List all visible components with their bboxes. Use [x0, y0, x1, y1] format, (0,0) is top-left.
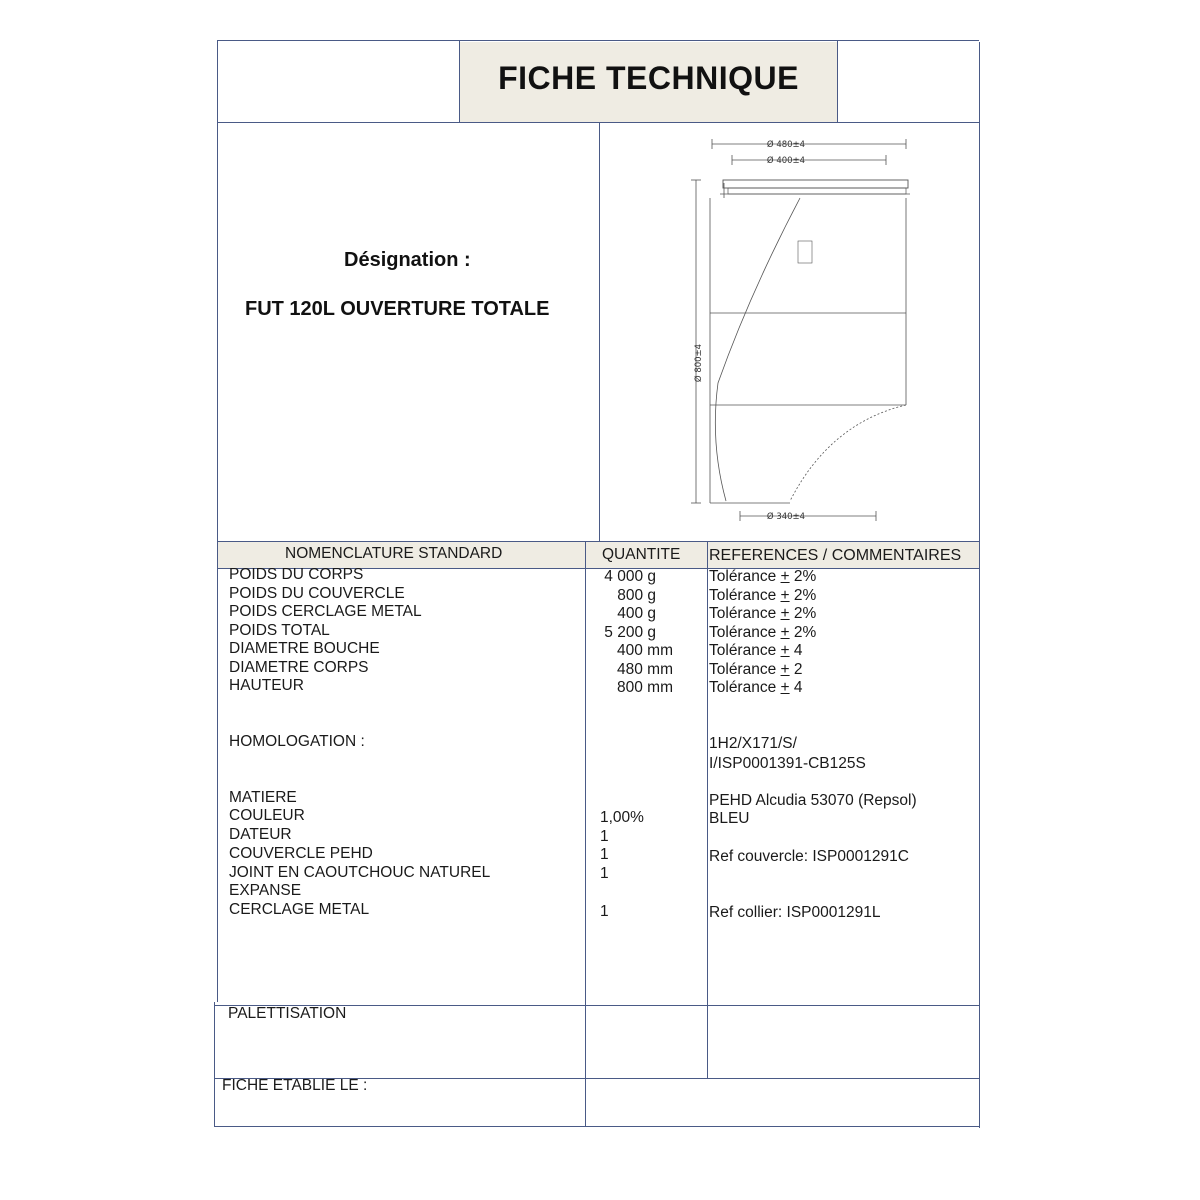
designation-value: FUT 120L OUVERTURE TOTALE [245, 298, 550, 320]
material-ref: PEHD Alcudia 53070 (Repsol) [709, 792, 917, 809]
material-ref: BLEU [709, 810, 750, 827]
dim-height: Ø 800±4 [694, 343, 704, 383]
material-qty: 1 [600, 865, 609, 882]
material-label: EXPANSE [229, 882, 302, 899]
spec-tolerance: Tolérance + 2% [709, 605, 817, 622]
spec-label: POIDS DU COUVERCLE [229, 585, 405, 602]
spec-label: DIAMETRE BOUCHE [229, 640, 380, 657]
dim-top-outer: Ø 480±4 [766, 140, 806, 150]
material-label: JOINT EN CAOUTCHOUC NATUREL [229, 864, 491, 881]
header-references: REFERENCES / COMMENTAIRES [709, 547, 962, 564]
material-label: CERCLAGE METAL [229, 901, 370, 918]
material-ref: Ref collier: ISP0001291L [709, 904, 881, 921]
barrel-drawing [600, 123, 978, 541]
spec-qty: 800 g [617, 587, 656, 604]
spec-qty: 400 g [617, 605, 656, 622]
spec-tolerance: Tolérance + 4 [709, 679, 803, 696]
header-nomenclature: NOMENCLATURE STANDARD [285, 545, 503, 562]
spec-label: HAUTEUR [229, 677, 304, 694]
spec-tolerance: Tolérance + 2% [709, 587, 817, 604]
spec-label: DIAMETRE CORPS [229, 659, 369, 676]
material-label: MATIERE [229, 789, 297, 806]
dim-bottom: Ø 340±4 [766, 512, 806, 522]
homologation-ref-line2: I/ISP0001391-CB125S [709, 755, 866, 772]
spec-tolerance: Tolérance + 4 [709, 642, 803, 659]
spec-qty: 400 mm [617, 642, 673, 659]
page-title: FICHE TECHNIQUE [498, 60, 799, 96]
header-quantite: QUANTITE [602, 546, 681, 563]
material-qty: 1 [600, 846, 609, 863]
spec-tolerance: Tolérance + 2% [709, 568, 817, 585]
material-qty: 1,00% [600, 809, 644, 826]
homologation-ref-line1: 1H2/X171/S/ [709, 735, 797, 752]
fiche-etablie-label: FICHE ETABLIE LE : [222, 1077, 368, 1094]
spec-qty: 480 mm [617, 661, 673, 678]
designation-label: Désignation : [344, 249, 471, 271]
material-qty: 1 [600, 903, 609, 920]
spec-qty: 5 200 g [604, 624, 656, 641]
material-label: COUVERCLE PEHD [229, 845, 373, 862]
material-label: DATEUR [229, 826, 292, 843]
material-qty: 1 [600, 828, 609, 845]
dim-top-inner: Ø 400±4 [766, 156, 806, 166]
palettisation-label: PALETTISATION [228, 1005, 347, 1022]
material-ref: Ref couvercle: ISP0001291C [709, 848, 909, 865]
spec-label: POIDS TOTAL [229, 622, 330, 639]
spec-label: POIDS CERCLAGE METAL [229, 603, 422, 620]
spec-label: POIDS DU CORPS [229, 566, 364, 583]
homologation-label: HOMOLOGATION : [229, 733, 365, 750]
spec-tolerance: Tolérance + 2% [709, 624, 817, 641]
material-label: COULEUR [229, 807, 305, 824]
spec-qty: 4 000 g [604, 568, 656, 585]
spec-tolerance: Tolérance + 2 [709, 661, 803, 678]
spec-qty: 800 mm [617, 679, 673, 696]
